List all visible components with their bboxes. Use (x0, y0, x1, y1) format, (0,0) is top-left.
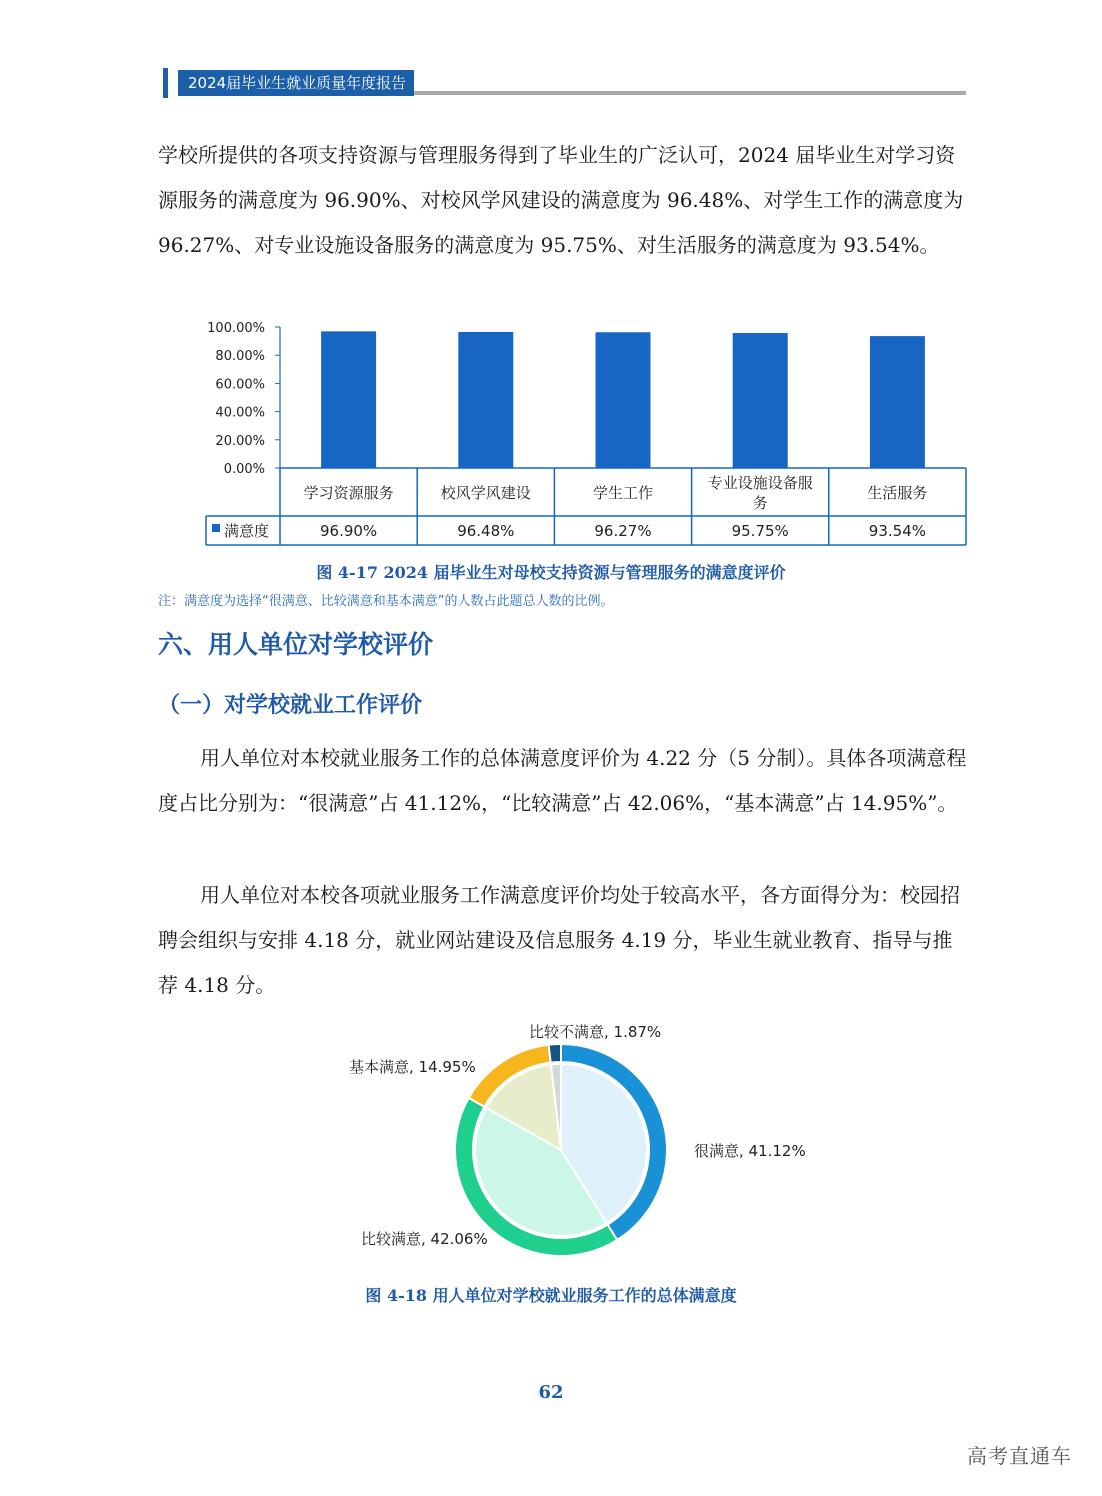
pie-chart-employer-satisfaction (0, 1000, 1102, 1280)
y-tick-label: 100.00% (207, 321, 265, 336)
x-category-label: 务 (752, 494, 768, 512)
legend-label: 满意度 (224, 522, 270, 540)
paragraph-service-scores: 用人单位对本校各项就业服务工作满意度评价均处于较高水平，各方面得分为：校园招聘会组织与安排 4.18 分，就业网站建设及信息服务 4.19 分，毕业生就业教育、指导与推荐 4.18 分。 (158, 883, 960, 997)
y-tick-label: 80.00% (215, 349, 265, 365)
bar (870, 336, 925, 468)
x-category-label: 学生工作 (592, 484, 654, 502)
section-heading: 六、用人单位对学校评价 (158, 630, 434, 659)
bar (321, 331, 376, 468)
figure-4-17-caption: 图 4-17 2024 届毕业生对母校支持资源与管理服务的满意度评价 (316, 563, 786, 582)
y-tick-label: 40.00% (215, 405, 265, 421)
watermark: 高考直通车 (967, 1444, 1072, 1468)
pie-outer-slice (549, 1044, 561, 1063)
subsection-heading: （一）对学校就业工作评价 (158, 693, 423, 718)
y-tick-label: 60.00% (215, 377, 265, 393)
legend-swatch (212, 524, 220, 532)
x-category-label: 校风学风建设 (440, 484, 531, 502)
paragraph-overall-satisfaction: 用人单位对本校就业服务工作的总体满意度评价为 4.22 分（5 分制）。具体各项满意程度占比分别为：“很满意”占 41.12%，“比较满意”占 42.06%，“基本满意”占 14.95%”。 (158, 746, 967, 815)
x-category-label: 生活服务 (867, 484, 928, 502)
bar (596, 332, 651, 468)
page-number: 62 (538, 1382, 564, 1403)
x-category-label: 专业设施设备服 (707, 474, 813, 492)
intro-paragraph: 学校所提供的各项支持资源与管理服务得到了毕业生的广泛认可，2024 届毕业生对学习资源服务的满意度为 96.90%、对校风学风建设的满意度为 96.48%、对学生工作的满意度为 96.27%、对专业设施设备服务的满意度为 95.75%、对生活服务的满意度为 93.54%。 (158, 143, 964, 257)
data-label: 93.54% (868, 522, 927, 540)
y-tick-label: 20.00% (215, 433, 265, 449)
pie-slice-label: 比较不满意, 1.87% (529, 1023, 662, 1041)
bar (458, 332, 513, 468)
y-tick-label: 0.00% (223, 462, 265, 477)
figure-4-18-caption: 图 4-18 用人单位对学校就业服务工作的总体满意度 (365, 1286, 737, 1305)
report-title-banner: 2024届毕业生就业质量年度报告 (178, 70, 414, 96)
pie-slice-label: 很满意, 41.12% (694, 1142, 806, 1160)
data-label: 96.27% (594, 522, 652, 540)
figure-4-17-note: 注：满意度为选择“很满意、比较满意和基本满意”的人数占此题总人数的比例。 (158, 594, 614, 609)
data-label: 96.90% (319, 522, 378, 540)
data-label: 95.75% (731, 522, 789, 540)
x-category-label: 学习资源服务 (303, 484, 394, 502)
pie-slice-label: 比较满意, 42.06% (361, 1230, 488, 1248)
data-label: 96.48% (457, 522, 515, 540)
bar (733, 333, 788, 468)
bar-chart-support-satisfaction (0, 0, 1102, 560)
pie-slice-label: 基本满意, 14.95% (349, 1058, 476, 1076)
